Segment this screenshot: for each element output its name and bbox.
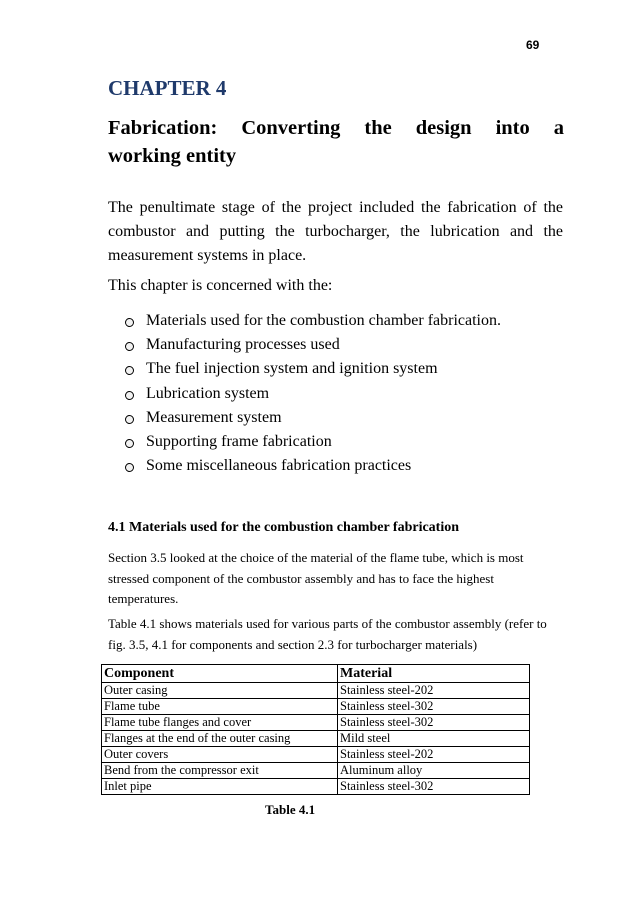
- chapter-label: CHAPTER 4: [108, 76, 227, 100]
- section-paragraph-1: Section 3.5 looked at the choice of the material of the flame tube, which is most stressed component of the combustor assembly and has to face the highest temperatures.: [108, 550, 524, 606]
- list-item: [125, 454, 501, 478]
- column-header-component: Component: [102, 665, 338, 683]
- component-cell: Bend from the compressor exit: [102, 763, 338, 779]
- component-cell: Outer covers: [102, 747, 338, 763]
- component-cell: Flame tube flanges and cover: [102, 715, 338, 731]
- list-item: [125, 309, 501, 333]
- page-number: 69: [526, 38, 540, 52]
- section-heading: 4.1 Materials used for the combustion chamber fabrication: [108, 520, 460, 535]
- table-header-row: [102, 665, 530, 683]
- list-item-text: Supporting frame fabrication: [146, 432, 332, 450]
- list-item-text: Manufacturing processes used: [146, 336, 340, 354]
- column-header-material: Material: [338, 665, 530, 683]
- table-row: [102, 747, 530, 763]
- section-paragraph-2: Table 4.1 shows materials used for various parts of the combustor assembly (refer to fig. 3.5, 4.1 for components and section 2.3 for turbocharger materials): [108, 616, 547, 652]
- list-item: [125, 430, 501, 454]
- list-item-text: Measurement system: [146, 408, 282, 426]
- bullet-icon: [125, 318, 134, 327]
- bullet-icon: [125, 415, 134, 424]
- bullet-icon: [125, 342, 134, 351]
- material-cell: Aluminum alloy: [338, 763, 530, 779]
- component-cell: Outer casing: [102, 683, 338, 699]
- bullet-icon: [125, 391, 134, 400]
- bullet-icon: [125, 439, 134, 448]
- table-row: [102, 683, 530, 699]
- table-row: [102, 779, 530, 795]
- table-row: [102, 699, 530, 715]
- list-item: [125, 382, 501, 406]
- table-row: [102, 715, 530, 731]
- topic-list: [125, 309, 501, 478]
- material-cell: Stainless steel-302: [338, 699, 530, 715]
- material-cell: Stainless steel-202: [338, 683, 530, 699]
- material-cell: Stainless steel-302: [338, 715, 530, 731]
- intro-paragraph: The penultimate stage of the project included the fabrication of the combustor and putting the turbocharger, the lubrication and the measurement systems in place.: [108, 199, 563, 264]
- list-item-text: The fuel injection system and ignition system: [146, 360, 438, 378]
- bullet-icon: [125, 463, 134, 472]
- material-cell: Stainless steel-302: [338, 779, 530, 795]
- material-cell: Mild steel: [338, 731, 530, 747]
- chapter-title-line-1: Fabrication: Converting the design into a: [108, 117, 564, 139]
- component-cell: Flame tube: [102, 699, 338, 715]
- chapter-title: [108, 114, 564, 170]
- list-item: [125, 357, 501, 381]
- table-row: [102, 763, 530, 779]
- list-item-text: Lubrication system: [146, 384, 270, 402]
- chapter-title-line-2: working entity: [108, 145, 237, 167]
- table-row: [102, 731, 530, 747]
- list-item: [125, 333, 501, 357]
- table-caption: Table 4.1: [265, 802, 316, 817]
- lead-sentence: This chapter is concerned with the:: [108, 277, 333, 294]
- component-cell: Flanges at the end of the outer casing: [102, 731, 338, 747]
- bullet-icon: [125, 366, 134, 375]
- list-item-text: Some miscellaneous fabrication practices: [146, 457, 412, 475]
- materials-table: [101, 664, 530, 795]
- material-cell: Stainless steel-202: [338, 747, 530, 763]
- component-cell: Inlet pipe: [102, 779, 338, 795]
- list-item: [125, 406, 501, 430]
- list-item-text: Materials used for the combustion chamber fabrication.: [146, 312, 501, 329]
